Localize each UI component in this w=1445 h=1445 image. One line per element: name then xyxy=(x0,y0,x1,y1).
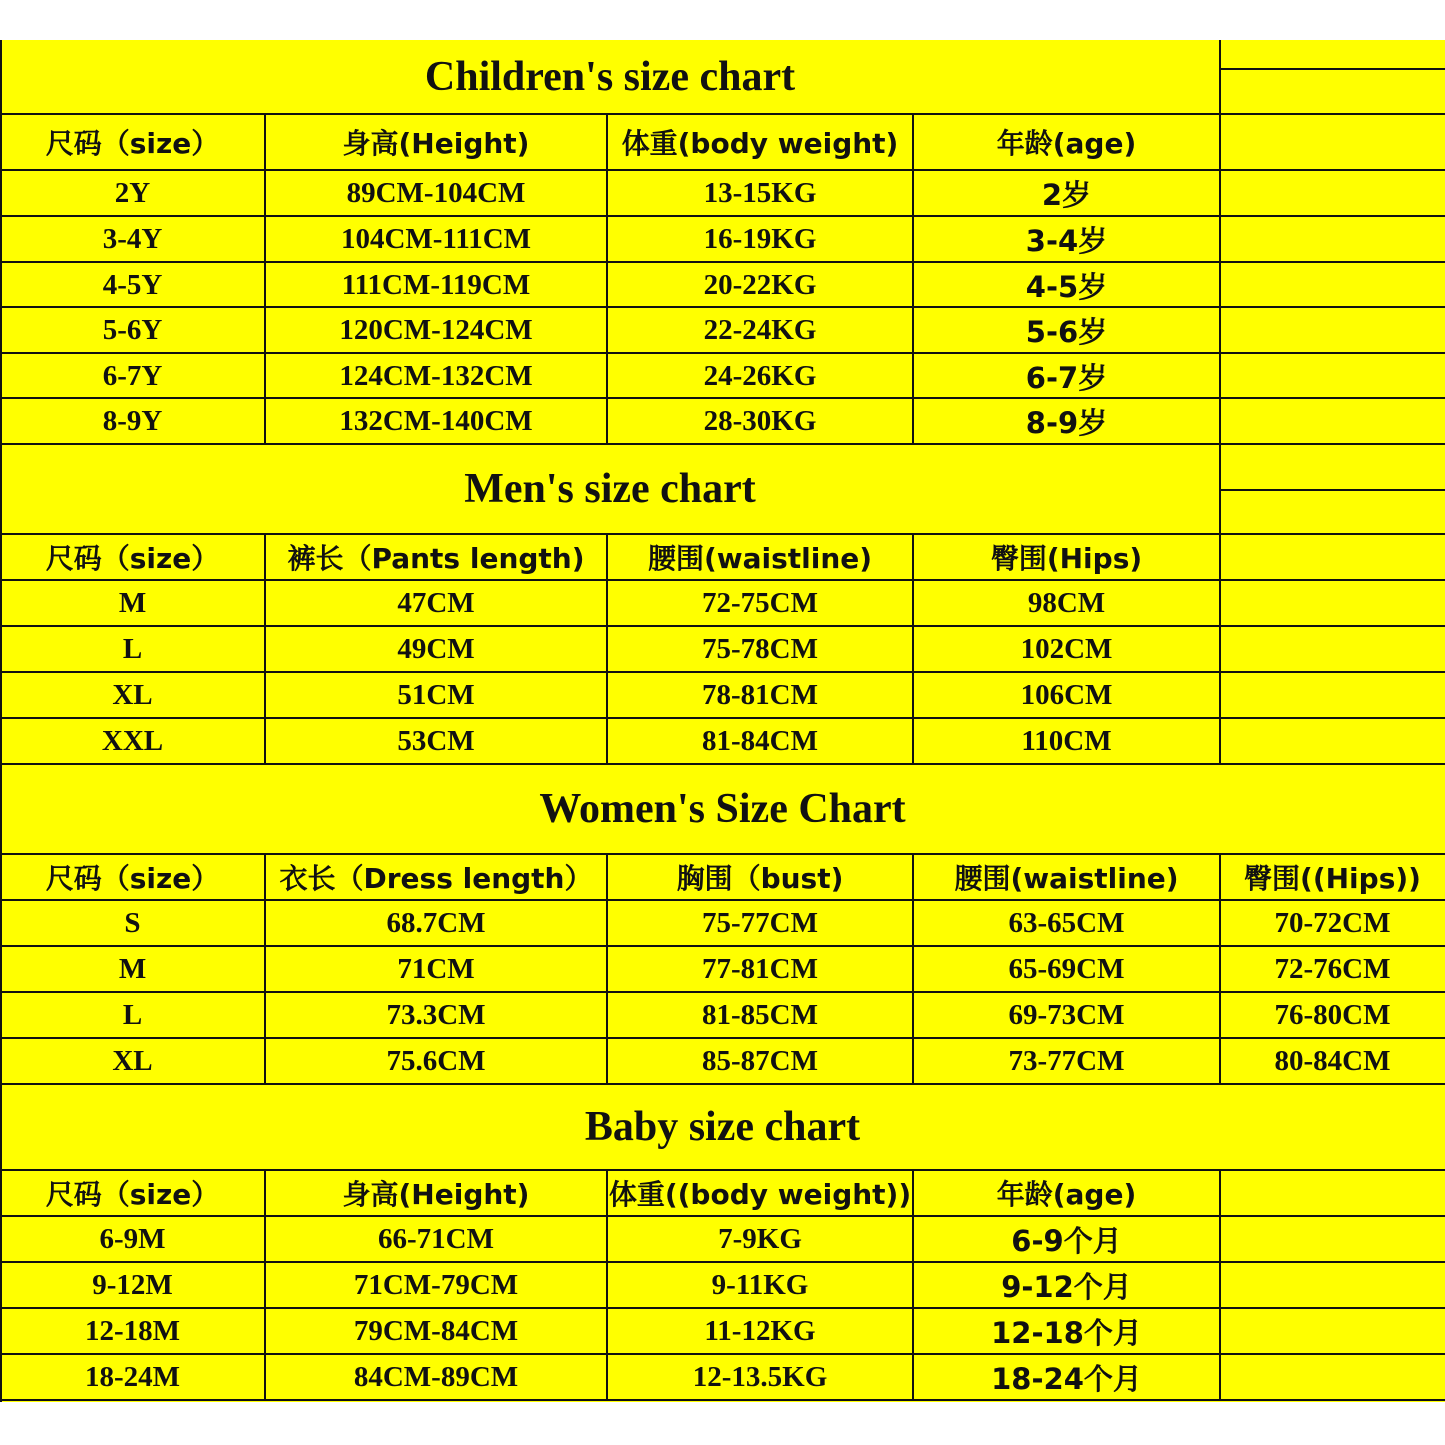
children-cell-height: 120CM-124CM xyxy=(339,313,533,346)
baby-cell-height: 71CM-79CM xyxy=(353,1268,519,1301)
baby-cell-weight: 7-9KG xyxy=(718,1222,802,1255)
baby-title: Baby size chart xyxy=(584,1104,861,1150)
men-header-hips: 臀围(Hips) xyxy=(990,542,1143,575)
children-header-size: 尺码（size） xyxy=(45,127,220,160)
baby-cell-weight: 12-13.5KG xyxy=(692,1360,828,1393)
grid-line xyxy=(0,533,1445,535)
children-cell-age: 6-7岁 xyxy=(1025,360,1108,395)
baby-cell-age: 18-24个月 xyxy=(991,1361,1142,1396)
children-cell-size: 8-9Y xyxy=(102,404,163,437)
women-cell-size: S xyxy=(124,906,141,939)
men-cell-size: L xyxy=(122,632,143,665)
men-cell-hips: 106CM xyxy=(1020,678,1113,711)
children-cell-age: 2岁 xyxy=(1041,177,1092,212)
grid-line xyxy=(912,114,914,444)
children-cell-size: 3-4Y xyxy=(102,222,163,255)
baby-cell-height: 79CM-84CM xyxy=(353,1314,519,1347)
children-cell-age: 8-9岁 xyxy=(1025,405,1108,440)
baby-cell-size: 9-12M xyxy=(92,1268,173,1301)
grid-line xyxy=(912,1170,914,1400)
women-cell-dress-length: 75.6CM xyxy=(386,1044,486,1077)
grid-line xyxy=(0,853,1445,855)
men-cell-pants-length: 47CM xyxy=(397,586,475,619)
women-title: Women's Size Chart xyxy=(539,786,906,832)
baby-cell-height: 66-71CM xyxy=(378,1222,494,1255)
women-cell-dress-length: 68.7CM xyxy=(386,906,486,939)
men-cell-waistline: 81-84CM xyxy=(702,724,818,757)
baby-cell-size: 18-24M xyxy=(84,1360,181,1393)
children-cell-weight: 20-22KG xyxy=(703,268,817,301)
children-title: Children's size chart xyxy=(424,54,796,100)
baby-cell-age: 12-18个月 xyxy=(991,1315,1142,1350)
grid-line xyxy=(0,443,1445,445)
women-cell-hips: 70-72CM xyxy=(1274,906,1391,939)
children-header-age: 年龄(age) xyxy=(996,127,1137,160)
men-cell-size: XXL xyxy=(101,724,164,757)
grid-line xyxy=(0,1353,1445,1355)
men-cell-hips: 102CM xyxy=(1020,632,1113,665)
children-header-weight: 体重(body weight) xyxy=(621,127,899,160)
grid-line xyxy=(1220,68,1445,70)
grid-line xyxy=(1220,489,1445,491)
baby-cell-age: 9-12个月 xyxy=(1001,1269,1132,1304)
men-cell-pants-length: 51CM xyxy=(397,678,475,711)
men-header-pants-length: 裤长（Pants length) xyxy=(287,542,585,575)
grid-line xyxy=(0,1037,1445,1039)
men-header-waistline: 腰围(waistline) xyxy=(647,542,873,575)
children-cell-age: 3-4岁 xyxy=(1025,223,1108,258)
grid-line xyxy=(0,169,1445,171)
baby-cell-size: 6-9M xyxy=(99,1222,166,1255)
women-header-dress-length: 衣长（Dress length） xyxy=(279,862,593,895)
men-cell-hips: 110CM xyxy=(1021,724,1112,757)
women-cell-waistline: 69-73CM xyxy=(1008,998,1125,1031)
grid-line xyxy=(0,261,1445,263)
children-header-height: 身高(Height) xyxy=(342,127,530,160)
baby-cell-weight: 11-12KG xyxy=(704,1314,816,1347)
baby-header-height: 身高(Height) xyxy=(342,1178,530,1211)
grid-line xyxy=(0,899,1445,901)
grid-line xyxy=(606,534,608,764)
grid-line xyxy=(0,945,1445,947)
children-cell-age: 5-6岁 xyxy=(1025,314,1108,349)
baby-header-age: 年龄(age) xyxy=(996,1178,1137,1211)
grid-line xyxy=(0,1399,1445,1401)
women-cell-bust: 75-77CM xyxy=(702,906,818,939)
women-cell-dress-length: 73.3CM xyxy=(386,998,486,1031)
grid-line xyxy=(0,352,1445,354)
women-header-bust: 胸围（bust) xyxy=(676,862,844,895)
children-cell-height: 111CM-119CM xyxy=(341,268,531,301)
grid-line xyxy=(0,1261,1445,1263)
grid-line xyxy=(0,215,1445,217)
grid-line xyxy=(0,1307,1445,1309)
men-cell-hips: 98CM xyxy=(1027,586,1106,619)
children-cell-size: 2Y xyxy=(114,176,151,209)
children-cell-height: 104CM-111CM xyxy=(340,222,532,255)
baby-cell-height: 84CM-89CM xyxy=(353,1360,519,1393)
grid-line xyxy=(606,114,608,444)
grid-line xyxy=(0,113,1445,115)
women-cell-bust: 85-87CM xyxy=(702,1044,818,1077)
women-cell-size: XL xyxy=(112,1044,153,1077)
men-cell-waistline: 72-75CM xyxy=(702,586,818,619)
men-title: Men's size chart xyxy=(464,466,756,512)
women-cell-waistline: 65-69CM xyxy=(1008,952,1125,985)
women-header-size: 尺码（size） xyxy=(45,862,220,895)
grid-line xyxy=(264,114,266,444)
grid-line xyxy=(1219,854,1221,1084)
grid-line xyxy=(1219,40,1221,764)
grid-line xyxy=(0,991,1445,993)
grid-line xyxy=(0,1083,1445,1085)
women-cell-bust: 81-85CM xyxy=(702,998,818,1031)
grid-line xyxy=(0,763,1445,765)
women-cell-waistline: 73-77CM xyxy=(1008,1044,1125,1077)
grid-line xyxy=(912,854,914,1084)
women-cell-dress-length: 71CM xyxy=(397,952,475,985)
children-cell-size: 6-7Y xyxy=(102,359,163,392)
children-cell-height: 89CM-104CM xyxy=(346,176,526,209)
children-cell-weight: 22-24KG xyxy=(703,313,817,346)
grid-line xyxy=(0,671,1445,673)
men-cell-pants-length: 53CM xyxy=(397,724,475,757)
grid-line xyxy=(0,1169,1445,1171)
women-cell-size: M xyxy=(118,952,147,985)
women-cell-hips: 80-84CM xyxy=(1274,1044,1391,1077)
men-cell-size: M xyxy=(118,586,147,619)
children-cell-weight: 28-30KG xyxy=(703,404,817,437)
women-cell-hips: 72-76CM xyxy=(1274,952,1391,985)
grid-line xyxy=(0,579,1445,581)
grid-line xyxy=(0,40,2,1402)
baby-cell-size: 12-18M xyxy=(84,1314,181,1347)
grid-line xyxy=(264,1170,266,1400)
grid-line xyxy=(0,717,1445,719)
grid-line xyxy=(0,625,1445,627)
men-cell-pants-length: 49CM xyxy=(397,632,475,665)
children-cell-weight: 13-15KG xyxy=(703,176,817,209)
grid-line xyxy=(0,397,1445,399)
grid-line xyxy=(606,1170,608,1400)
women-cell-hips: 76-80CM xyxy=(1274,998,1391,1031)
grid-line xyxy=(264,854,266,1084)
grid-line xyxy=(912,534,914,764)
grid-line xyxy=(0,1215,1445,1217)
children-cell-size: 4-5Y xyxy=(102,268,163,301)
women-cell-bust: 77-81CM xyxy=(702,952,818,985)
baby-cell-age: 6-9个月 xyxy=(1011,1223,1122,1258)
baby-header-weight: 体重((body weight)) xyxy=(608,1178,912,1211)
baby-header-size: 尺码（size） xyxy=(45,1178,220,1211)
men-cell-waistline: 75-78CM xyxy=(702,632,818,665)
children-cell-height: 124CM-132CM xyxy=(339,359,533,392)
women-header-hips: 臀围((Hips)) xyxy=(1244,862,1421,895)
children-cell-height: 132CM-140CM xyxy=(339,404,533,437)
men-header-size: 尺码（size） xyxy=(45,542,220,575)
baby-cell-weight: 9-11KG xyxy=(711,1268,809,1301)
women-cell-size: L xyxy=(122,998,143,1031)
grid-line xyxy=(606,854,608,1084)
women-header-waistline: 腰围(waistline) xyxy=(954,862,1179,895)
grid-line xyxy=(0,306,1445,308)
men-cell-waistline: 78-81CM xyxy=(702,678,818,711)
children-cell-size: 5-6Y xyxy=(102,313,163,346)
grid-line xyxy=(1219,1170,1221,1400)
women-cell-waistline: 63-65CM xyxy=(1008,906,1125,939)
children-cell-weight: 24-26KG xyxy=(703,359,817,392)
children-cell-weight: 16-19KG xyxy=(703,222,817,255)
men-cell-size: XL xyxy=(112,678,153,711)
size-chart-sheet xyxy=(0,40,1445,1402)
grid-line xyxy=(264,534,266,764)
children-cell-age: 4-5岁 xyxy=(1025,269,1108,304)
